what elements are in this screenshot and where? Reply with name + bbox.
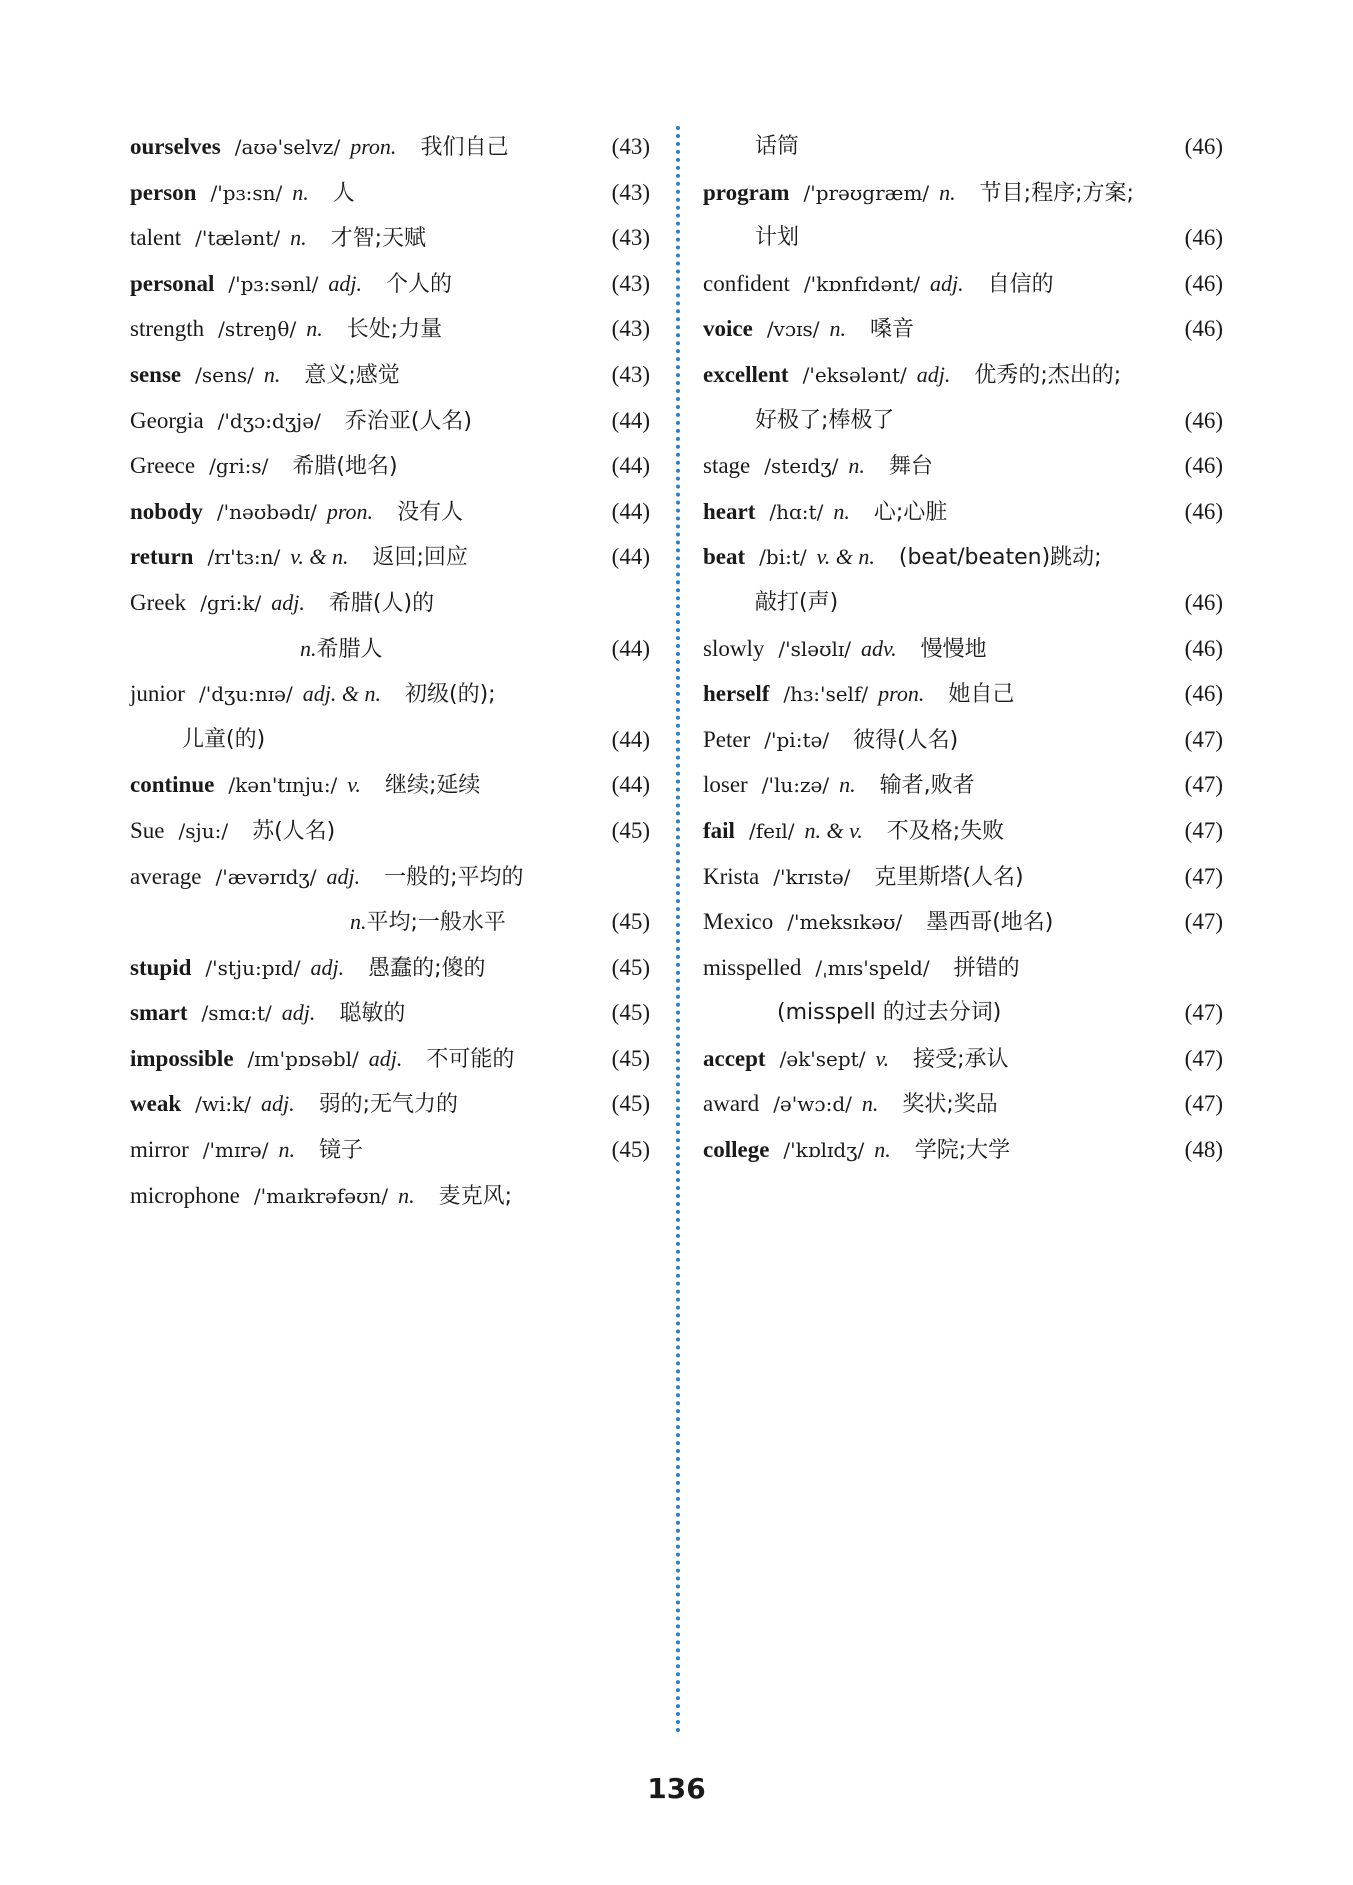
vocab-phonetic: /feɪl/	[748, 818, 795, 843]
vocab-meaning: 返回;回应	[372, 545, 468, 571]
vocab-entry	[130, 170, 650, 216]
vocab-entry	[703, 170, 1223, 216]
vocab-entry	[130, 671, 650, 717]
vocab-part-of-speech: adj.	[328, 270, 363, 296]
vocab-phonetic: /gri:k/	[200, 590, 262, 615]
vocab-word: stage	[703, 453, 751, 479]
vocab-entry	[703, 398, 1223, 444]
vocab-entry	[703, 899, 1223, 945]
vocab-phonetic: /gri:s/	[209, 454, 269, 479]
vocab-part-of-speech: pron.	[326, 498, 374, 524]
vocab-column-right	[703, 124, 1223, 1173]
vocab-entry	[703, 1036, 1223, 1082]
vocab-phonetic: /'krɪstə/	[773, 864, 851, 889]
vocab-meaning: 她自己	[948, 682, 1015, 708]
vocab-meaning: 平均;一般水平	[366, 910, 506, 936]
vocab-meaning: 奖状;奖品	[902, 1092, 998, 1118]
vocab-page-ref: (46)	[1184, 589, 1223, 615]
vocab-entry	[703, 489, 1223, 535]
vocab-word: average	[130, 863, 202, 889]
vocab-phonetic: /'stju:pɪd/	[205, 955, 301, 980]
vocab-word: return	[130, 544, 194, 570]
vocab-entry	[130, 1081, 650, 1127]
vocab-meaning: 墨西哥(地名)	[926, 910, 1054, 936]
vocab-phonetic: /'prəʊgræm/	[803, 180, 930, 205]
vocab-word: slowly	[703, 635, 765, 661]
vocab-entry	[130, 306, 650, 352]
vocab-part-of-speech: pron.	[878, 681, 925, 707]
vocab-word: Mexico	[703, 909, 774, 935]
page-number: 136	[647, 1772, 706, 1805]
vocab-word: nobody	[130, 498, 203, 524]
vocab-word: strength	[130, 316, 205, 342]
vocab-page-ref: (45)	[611, 1137, 650, 1163]
vocab-phonetic: /ˌmɪs'speld/	[815, 955, 930, 980]
vocab-phonetic: /sens/	[195, 362, 254, 387]
vocab-phonetic: /'pi:tə/	[764, 727, 830, 752]
vocab-word: heart	[703, 498, 756, 524]
vocab-meaning: 希腊(人)的	[328, 590, 435, 616]
vocab-part-of-speech: n.	[833, 498, 850, 524]
vocab-phonetic: /'eksələnt/	[802, 362, 907, 387]
vocab-part-of-speech: n.	[292, 179, 309, 205]
vocab-part-of-speech: n.	[350, 909, 367, 935]
vocab-entry	[703, 534, 1223, 580]
vocab-meaning: 希腊人	[316, 636, 383, 662]
vocab-phonetic: /ək'sept/	[779, 1046, 866, 1071]
vocab-meaning: 自信的	[987, 271, 1054, 297]
vocab-page-ref: (47)	[1184, 817, 1223, 843]
vocab-page-ref: (44)	[611, 453, 650, 479]
vocab-word: Krista	[703, 863, 760, 889]
vocab-part-of-speech: n.	[939, 179, 956, 205]
vocab-entry	[130, 215, 650, 261]
vocab-meaning: 聪敏的	[339, 1001, 406, 1027]
vocab-page-ref: (45)	[611, 954, 650, 980]
vocab-page-ref: (47)	[1184, 1091, 1223, 1117]
vocab-word: mirror	[130, 1137, 189, 1163]
vocab-part-of-speech: v. & n.	[290, 544, 349, 570]
vocab-phonetic: /'lu:zə/	[761, 773, 830, 798]
vocab-part-of-speech: v.	[875, 1045, 890, 1071]
vocab-part-of-speech: n.	[263, 361, 281, 387]
vocab-entry	[703, 306, 1223, 352]
vocab-page-ref: (44)	[611, 772, 650, 798]
vocab-word: accept	[703, 1045, 766, 1071]
vocab-phonetic: /wi:k/	[195, 1092, 251, 1117]
vocab-meaning: 意义;感觉	[304, 362, 400, 388]
vocab-phonetic: /'kɒlɪdʒ/	[783, 1138, 865, 1163]
vocab-part-of-speech: adj.	[310, 954, 345, 980]
vocab-meaning: 初级(的);	[405, 682, 496, 708]
vocab-word: herself	[703, 681, 770, 707]
vocab-entry	[130, 808, 650, 854]
vocab-part-of-speech: n.	[839, 772, 856, 798]
vocab-part-of-speech: v. & n.	[816, 544, 875, 570]
vocab-entry	[703, 671, 1223, 717]
vocab-meaning: 计划	[755, 225, 800, 251]
vocab-page-ref: (46)	[1184, 681, 1223, 707]
vocab-entry	[130, 990, 650, 1036]
vocab-meaning: 好极了;棒极了	[755, 407, 895, 433]
vocab-entry	[703, 215, 1223, 261]
vocab-meaning: 儿童(的)	[182, 726, 266, 752]
vocab-entry	[703, 762, 1223, 808]
vocab-word: stupid	[130, 954, 192, 980]
vocab-page-ref: (45)	[611, 1045, 650, 1071]
vocab-phonetic: /'dʒu:nɪə/	[198, 682, 293, 707]
vocab-column-left	[130, 124, 650, 1218]
vocab-phonetic: /streŋθ/	[218, 317, 297, 342]
vocab-page-ref: (47)	[1184, 726, 1223, 752]
vocab-entry	[703, 854, 1223, 900]
vocab-entry	[130, 626, 650, 672]
vocab-entry	[130, 398, 650, 444]
vocab-word: Greece	[130, 453, 196, 479]
vocab-phonetic: /'pɜ:sənl/	[228, 271, 319, 296]
vocab-page-ref: (46)	[1184, 225, 1223, 251]
vocab-entry	[703, 990, 1223, 1036]
vocab-part-of-speech: n.	[874, 1137, 891, 1163]
vocab-page-ref: (48)	[1184, 1137, 1223, 1163]
vocab-phonetic: /bi:t/	[759, 545, 807, 570]
vocab-part-of-speech: adv.	[861, 635, 897, 661]
vocab-phonetic: /aʊə'selvz/	[234, 135, 341, 159]
vocab-word: college	[703, 1137, 770, 1163]
vocab-meaning: 慢慢地	[920, 636, 987, 662]
vocab-phonetic: /'mɪrə/	[202, 1138, 269, 1163]
vocab-page-ref: (45)	[611, 909, 650, 935]
vocab-word: continue	[130, 772, 215, 798]
vocab-meaning: 彼得(人名)	[853, 727, 959, 753]
vocab-phonetic: /sju:/	[178, 818, 229, 843]
vocab-page-ref: (43)	[611, 179, 650, 205]
vocab-word: impossible	[130, 1045, 234, 1071]
vocab-part-of-speech: adj.	[916, 361, 951, 387]
vocab-word: microphone	[130, 1182, 240, 1208]
vocab-entry	[130, 1127, 650, 1173]
vocab-entry	[130, 443, 650, 489]
vocab-page-ref: (47)	[1184, 1045, 1223, 1071]
vocab-meaning: 接受;承认	[913, 1046, 1009, 1072]
vocab-part-of-speech: n.	[306, 316, 323, 342]
vocab-entry	[703, 808, 1223, 854]
vocab-entry	[703, 352, 1223, 398]
vocab-meaning: 我们自己	[420, 135, 509, 160]
vocab-meaning: 敲打(声)	[755, 589, 839, 615]
vocab-entry	[130, 762, 650, 808]
vocab-part-of-speech: adj.	[368, 1045, 403, 1071]
vocab-word: voice	[703, 316, 753, 342]
vocab-entry	[130, 945, 650, 991]
vocab-entry	[130, 1036, 650, 1082]
vocab-part-of-speech: n.	[278, 1137, 295, 1163]
vocab-part-of-speech: n.	[300, 635, 317, 661]
vocab-page-ref: (47)	[1184, 909, 1223, 935]
vocab-word: Georgia	[130, 407, 204, 433]
vocab-entry	[703, 626, 1223, 672]
vocab-word: person	[130, 179, 197, 205]
vocab-page-ref: (44)	[611, 635, 650, 661]
vocab-meaning: 嗓音	[869, 317, 914, 343]
vocab-part-of-speech: adj.	[326, 863, 361, 889]
vocab-page-ref: (45)	[611, 817, 650, 843]
vocab-meaning: 希腊(地名)	[292, 454, 398, 480]
vocab-phonetic: /ɪm'pɒsəbl/	[247, 1046, 359, 1071]
vocab-phonetic: /hɑ:t/	[769, 499, 824, 524]
vocab-word: beat	[703, 544, 746, 570]
vocab-phonetic: /smɑ:t/	[201, 1001, 272, 1026]
vocab-phonetic: /'kɒnfɪdənt/	[803, 271, 920, 296]
vocab-meaning: 不及格;失败	[886, 818, 1005, 844]
vocab-part-of-speech: pron.	[350, 134, 397, 159]
vocab-meaning: 不可能的	[426, 1046, 515, 1072]
vocab-word: Peter	[703, 726, 751, 752]
vocab-word: confident	[703, 270, 790, 296]
vocab-entry	[130, 261, 650, 307]
vocab-word: program	[703, 179, 790, 205]
vocab-phonetic: /'nəʊbədɪ/	[216, 499, 317, 524]
vocab-word: personal	[130, 270, 215, 296]
vocab-meaning: 克里斯塔(人名)	[874, 864, 1024, 890]
vocab-entry	[130, 854, 650, 900]
vocab-word: loser	[703, 772, 748, 798]
vocab-word: Sue	[130, 817, 165, 843]
vocab-meaning: 舞台	[888, 454, 933, 480]
vocab-entry	[130, 1173, 650, 1219]
vocab-meaning: 愚蠢的;傻的	[368, 955, 486, 981]
vocab-part-of-speech: adj. & n.	[302, 681, 381, 707]
vocab-page-ref: (46)	[1184, 453, 1223, 479]
vocab-meaning: 弱的;无气力的	[318, 1092, 459, 1118]
vocab-meaning: (beat/beaten)跳动;	[898, 545, 1102, 571]
vocab-part-of-speech: v.	[347, 772, 361, 798]
vocab-meaning: 镜子	[319, 1138, 364, 1164]
vocab-page-ref: (43)	[611, 361, 650, 387]
vocab-meaning: (misspell 的过去分词)	[777, 1000, 1002, 1026]
vocab-part-of-speech: adj.	[930, 270, 964, 296]
vocab-page-ref: (46)	[1184, 635, 1223, 661]
vocab-page-ref: (46)	[1184, 498, 1223, 524]
vocab-meaning: 继续;延续	[384, 773, 481, 799]
vocab-meaning: 乔治亚(人名)	[344, 408, 472, 434]
vocab-meaning: 个人的	[386, 271, 453, 297]
vocab-word: award	[703, 1091, 760, 1117]
vocab-entry	[703, 945, 1223, 991]
vocab-phonetic: /'pɜ:sn/	[210, 180, 283, 205]
vocab-entry	[130, 534, 650, 580]
vocab-word: fail	[703, 817, 735, 843]
vocab-phonetic: /'maɪkrəfəʊn/	[253, 1183, 389, 1208]
vocab-part-of-speech: adj.	[281, 1000, 316, 1026]
column-divider	[676, 126, 680, 1734]
vocab-part-of-speech: n.	[398, 1182, 415, 1208]
vocab-word: weak	[130, 1091, 182, 1117]
vocab-meaning: 心;心脏	[873, 499, 948, 525]
vocab-page-ref: (46)	[1184, 316, 1223, 342]
vocab-meaning: 苏(人名)	[252, 818, 336, 844]
vocab-meaning: 人	[332, 180, 355, 206]
vocab-word: smart	[130, 1000, 188, 1026]
vocab-page-ref: (46)	[1184, 270, 1223, 296]
vocab-page-ref: (43)	[611, 270, 650, 296]
vocab-phonetic: /vɔɪs/	[766, 317, 820, 342]
vocab-page-ref: (44)	[611, 407, 650, 433]
vocab-page-ref: (46)	[1184, 407, 1223, 433]
vocab-word: excellent	[703, 361, 789, 387]
vocab-entry	[130, 352, 650, 398]
vocab-phonetic: /hɜ:'self/	[783, 682, 869, 707]
vocab-meaning: 输者,败者	[879, 773, 975, 799]
vocab-entry	[130, 489, 650, 535]
vocab-meaning: 学院;大学	[914, 1138, 1011, 1164]
vocab-part-of-speech: n.	[829, 316, 846, 342]
vocab-phonetic: /'meksɪkəʊ/	[787, 910, 903, 935]
vocab-meaning: 没有人	[397, 499, 464, 525]
vocab-part-of-speech: n. & v.	[804, 817, 863, 843]
vocab-phonetic: /ə'wɔ:d/	[773, 1092, 852, 1117]
vocab-page-ref: (44)	[611, 726, 650, 752]
vocab-meaning: 麦克风;	[438, 1183, 513, 1209]
vocab-word: sense	[130, 361, 182, 387]
vocab-entry	[703, 1081, 1223, 1127]
vocab-page-ref: (47)	[1184, 772, 1223, 798]
vocab-entry	[130, 580, 650, 626]
vocab-page-ref: (47)	[1184, 1000, 1223, 1026]
vocab-meaning: 一般的;平均的	[384, 864, 524, 890]
vocab-page-ref: (43)	[611, 134, 650, 159]
vocab-meaning: 节目;程序;方案;	[979, 180, 1134, 206]
vocab-page-ref: (43)	[611, 316, 650, 342]
vocab-phonetic: /'tælənt/	[195, 226, 281, 251]
vocab-phonetic: /steɪdʒ/	[764, 454, 839, 479]
vocab-phonetic: /'sləʊlɪ/	[778, 636, 852, 661]
vocab-word: Greek	[130, 589, 187, 615]
vocab-entry	[703, 443, 1223, 489]
vocab-phonetic: /kən'tɪnju:/	[228, 773, 338, 798]
vocab-page-ref: (45)	[611, 1000, 650, 1026]
vocab-part-of-speech: n.	[848, 453, 865, 479]
vocab-phonetic: /'dʒɔ:dʒjə/	[217, 408, 321, 433]
vocab-word: misspelled	[703, 954, 802, 980]
vocab-page-ref: (46)	[1184, 134, 1223, 159]
vocab-entry	[130, 899, 650, 945]
vocab-phonetic: /rɪ'tɜ:n/	[207, 545, 281, 570]
vocab-entry	[130, 717, 650, 763]
vocab-meaning: 优秀的;杰出的;	[974, 362, 1122, 388]
vocab-entry	[703, 717, 1223, 763]
vocab-part-of-speech: n.	[290, 225, 307, 251]
vocab-part-of-speech: adj.	[271, 589, 305, 615]
vocab-page-ref: (44)	[611, 544, 650, 570]
vocab-page-ref: (43)	[611, 225, 650, 251]
vocab-meaning: 话筒	[755, 134, 800, 159]
vocab-word: ourselves	[130, 134, 221, 159]
vocab-part-of-speech: n.	[861, 1091, 879, 1117]
vocab-meaning: 长处;力量	[346, 317, 443, 343]
vocab-page-ref: (45)	[611, 1091, 650, 1117]
vocab-entry	[703, 261, 1223, 307]
vocab-word: talent	[130, 225, 182, 251]
vocab-page-ref: (44)	[611, 498, 650, 524]
vocab-entry	[703, 1127, 1223, 1173]
vocab-page-ref: (47)	[1184, 863, 1223, 889]
vocab-meaning: 拼错的	[953, 955, 1020, 981]
vocab-meaning: 才智;天赋	[330, 226, 426, 252]
vocab-entry	[703, 124, 1223, 170]
vocab-entry	[130, 124, 650, 170]
vocab-part-of-speech: adj.	[260, 1091, 295, 1117]
vocab-phonetic: /'ævərɪdʒ/	[215, 864, 317, 889]
vocab-word: junior	[130, 681, 185, 707]
vocab-entry	[703, 580, 1223, 626]
